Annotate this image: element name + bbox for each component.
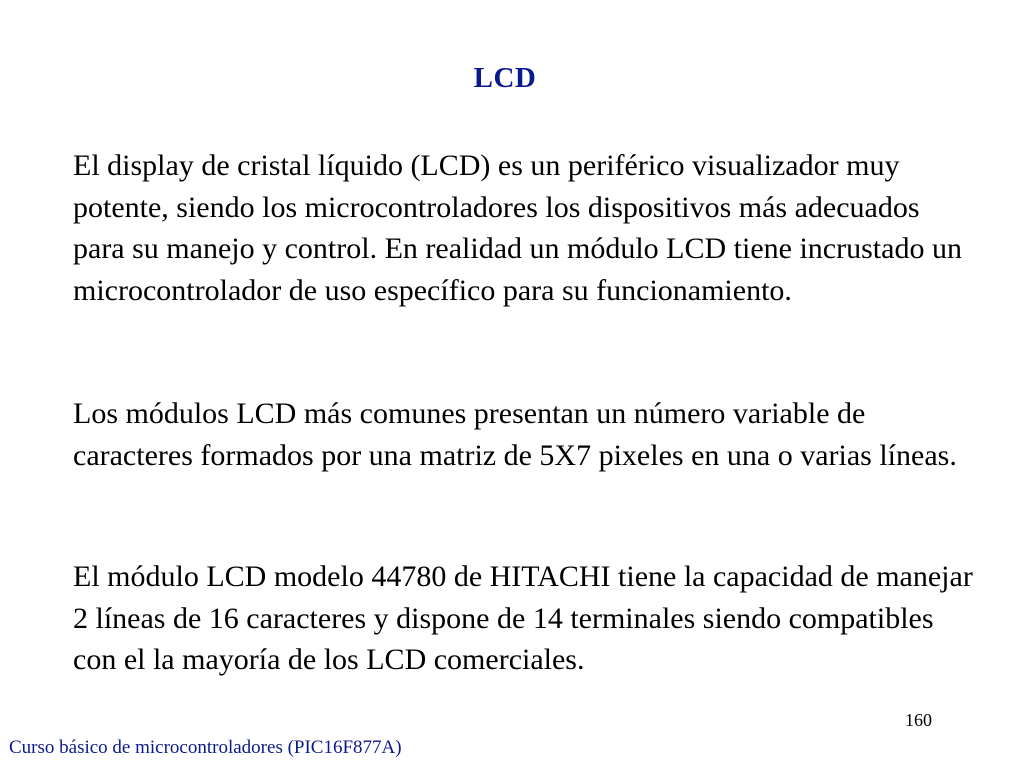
paragraph-lcd-modules: Los módulos LCD más comunes presentan un número variable de caracteres formados por una matriz de 5X7 pixeles en una o varias líneas. [73,397,957,472]
footer-course-title: Curso básico de microcontroladores (PIC16F877A) [9,737,402,758]
slide-title: LCD [473,62,537,94]
page-number: 160 [905,710,932,730]
paragraph-lcd-intro: El display de cristal líquido (LCD) es un periférico visualizador muy potente, siendo los microcontroladores los dispositivos más adecuados para su manejo y control. En realidad un módulo LCD tiene incrustado un microcontrolador de uso específico para su funcionamiento. [73,149,962,307]
paragraph-hitachi-module: El módulo LCD modelo 44780 de HITACHI tiene la capacidad de manejar 2 líneas de 16 caracteres y dispone de 14 terminales siendo compatibles con el la mayoría de los LCD comerciales. [73,560,973,676]
